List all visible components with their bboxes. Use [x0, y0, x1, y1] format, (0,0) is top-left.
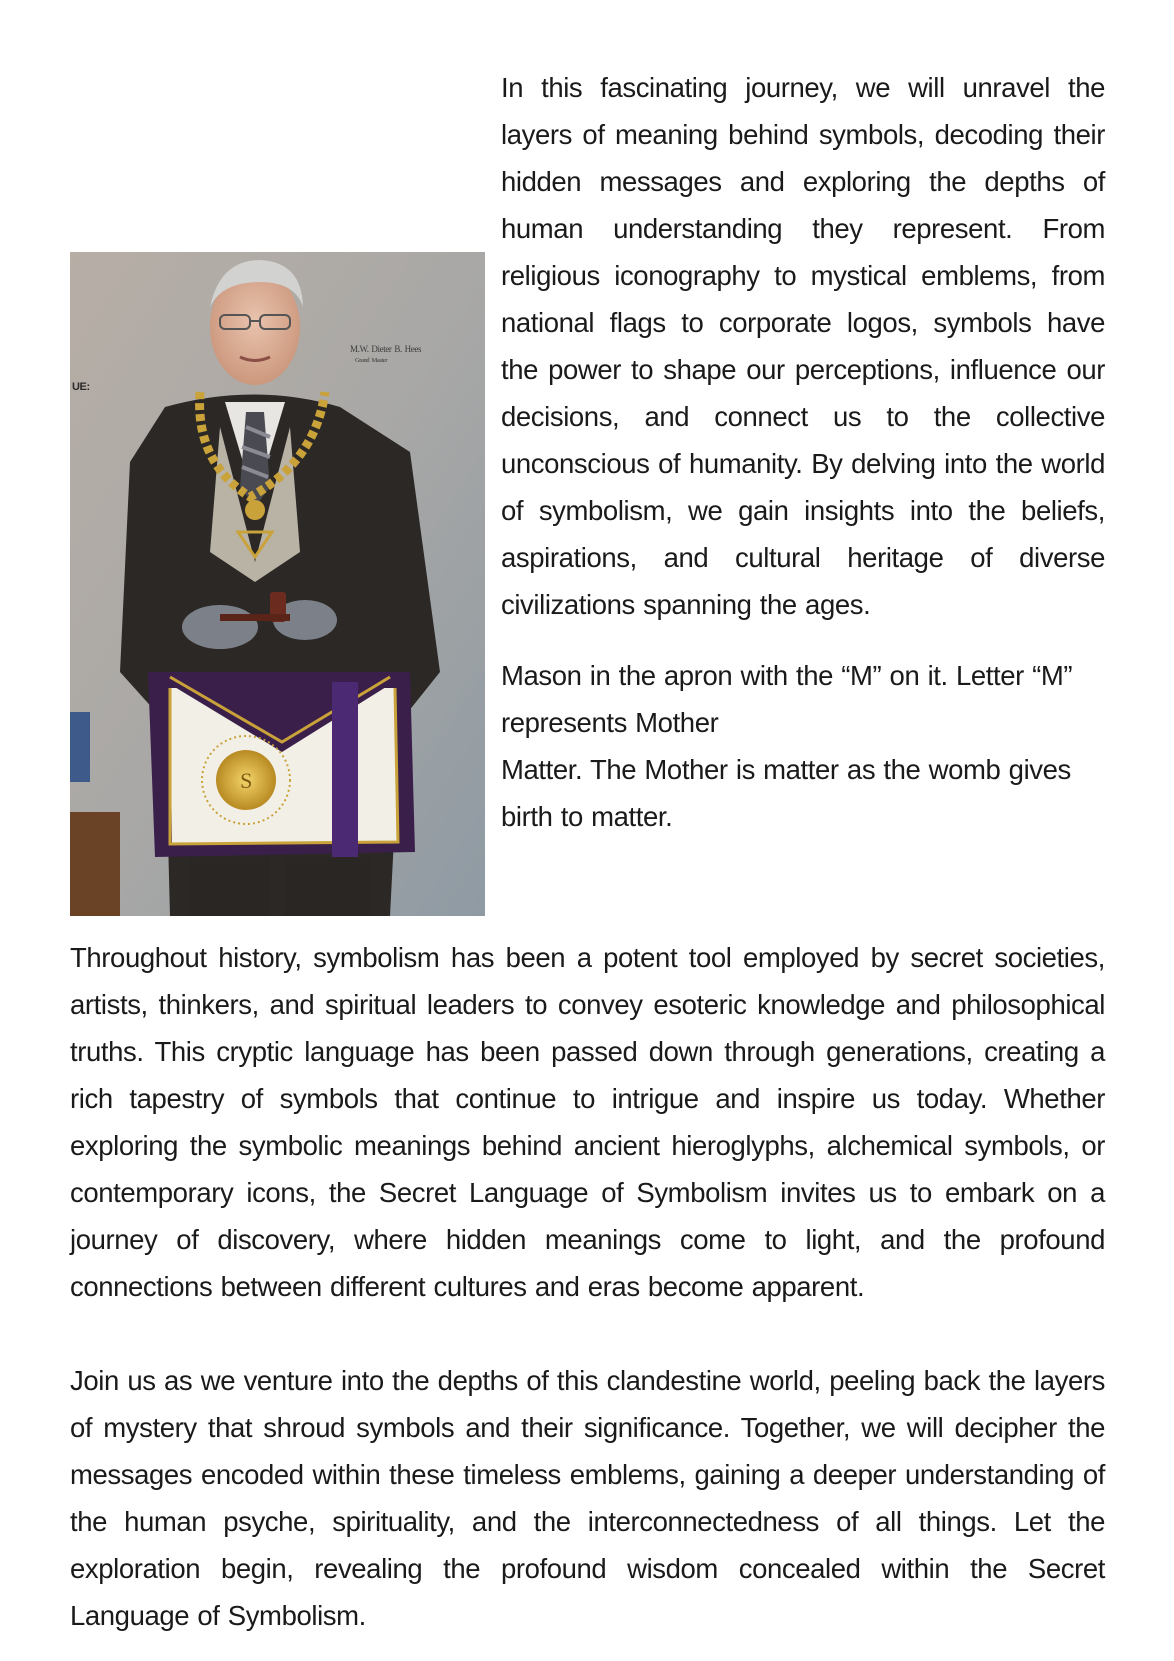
closing-paragraph: Join us as we venture into the depths of this clandestine world, peeling back the layers of mystery that shroud symbols and their significance. Together, we will decipher the messages encoded within these timeless emblems, gaining a deeper understanding of the human psyche, spirituality, and the interconnectedness of all things. Let the exploration begin, revealing the profound wisdom concealed within the Secret Language of Symbolism. — [70, 1365, 1105, 1631]
intro-paragraph: In this fascinating journey, we will unravel the layers of meaning behind symbols, decoding their hidden messages and exploring the depths of human understanding they represent. From religious iconography to mystical emblems, from national flags to corporate logos, symbols have the power to shape our perceptions, influence our decisions, and connect us to the collective unconscious of humanity. By delving into the world of symbolism, we gain insights into the beliefs, aspirations, and cultural heritage of diverse civilizations spanning the ages. — [501, 72, 1105, 620]
caption-line-2: Matter. The Mother is matter as the womb gives birth to matter. — [501, 754, 1071, 832]
caption-line-1: Mason in the apron with the “M” on it. Letter “M” represents Mother — [501, 660, 1073, 738]
edge-fragment: UE: — [72, 381, 90, 393]
history-paragraph: Throughout history, symbolism has been a potent tool employed by secret societies, artists, thinkers, and spiritual leaders to convey esoteric knowledge and philosophical truths. This cryptic language has been passed down through generations, creating a rich tapestry of symbols that continue to intrigue and inspire us today. Whether exploring the symbolic meanings behind ancient hieroglyphs, alchemical symbols, or contemporary icons, the Secret Language of Symbolism invites us to embark on a journey of discovery, where hidden meanings come to light, and the profound connections between different cultures and eras become apparent. — [70, 942, 1105, 1302]
nameplate-title: Grand Master — [355, 357, 388, 364]
svg-text:S: S — [240, 768, 252, 793]
mason-photo — [70, 252, 485, 916]
text-column — [70, 64, 1105, 1639]
nameplate-name: M.W. Dieter B. Hees — [350, 344, 422, 354]
spacer — [70, 1310, 1105, 1357]
